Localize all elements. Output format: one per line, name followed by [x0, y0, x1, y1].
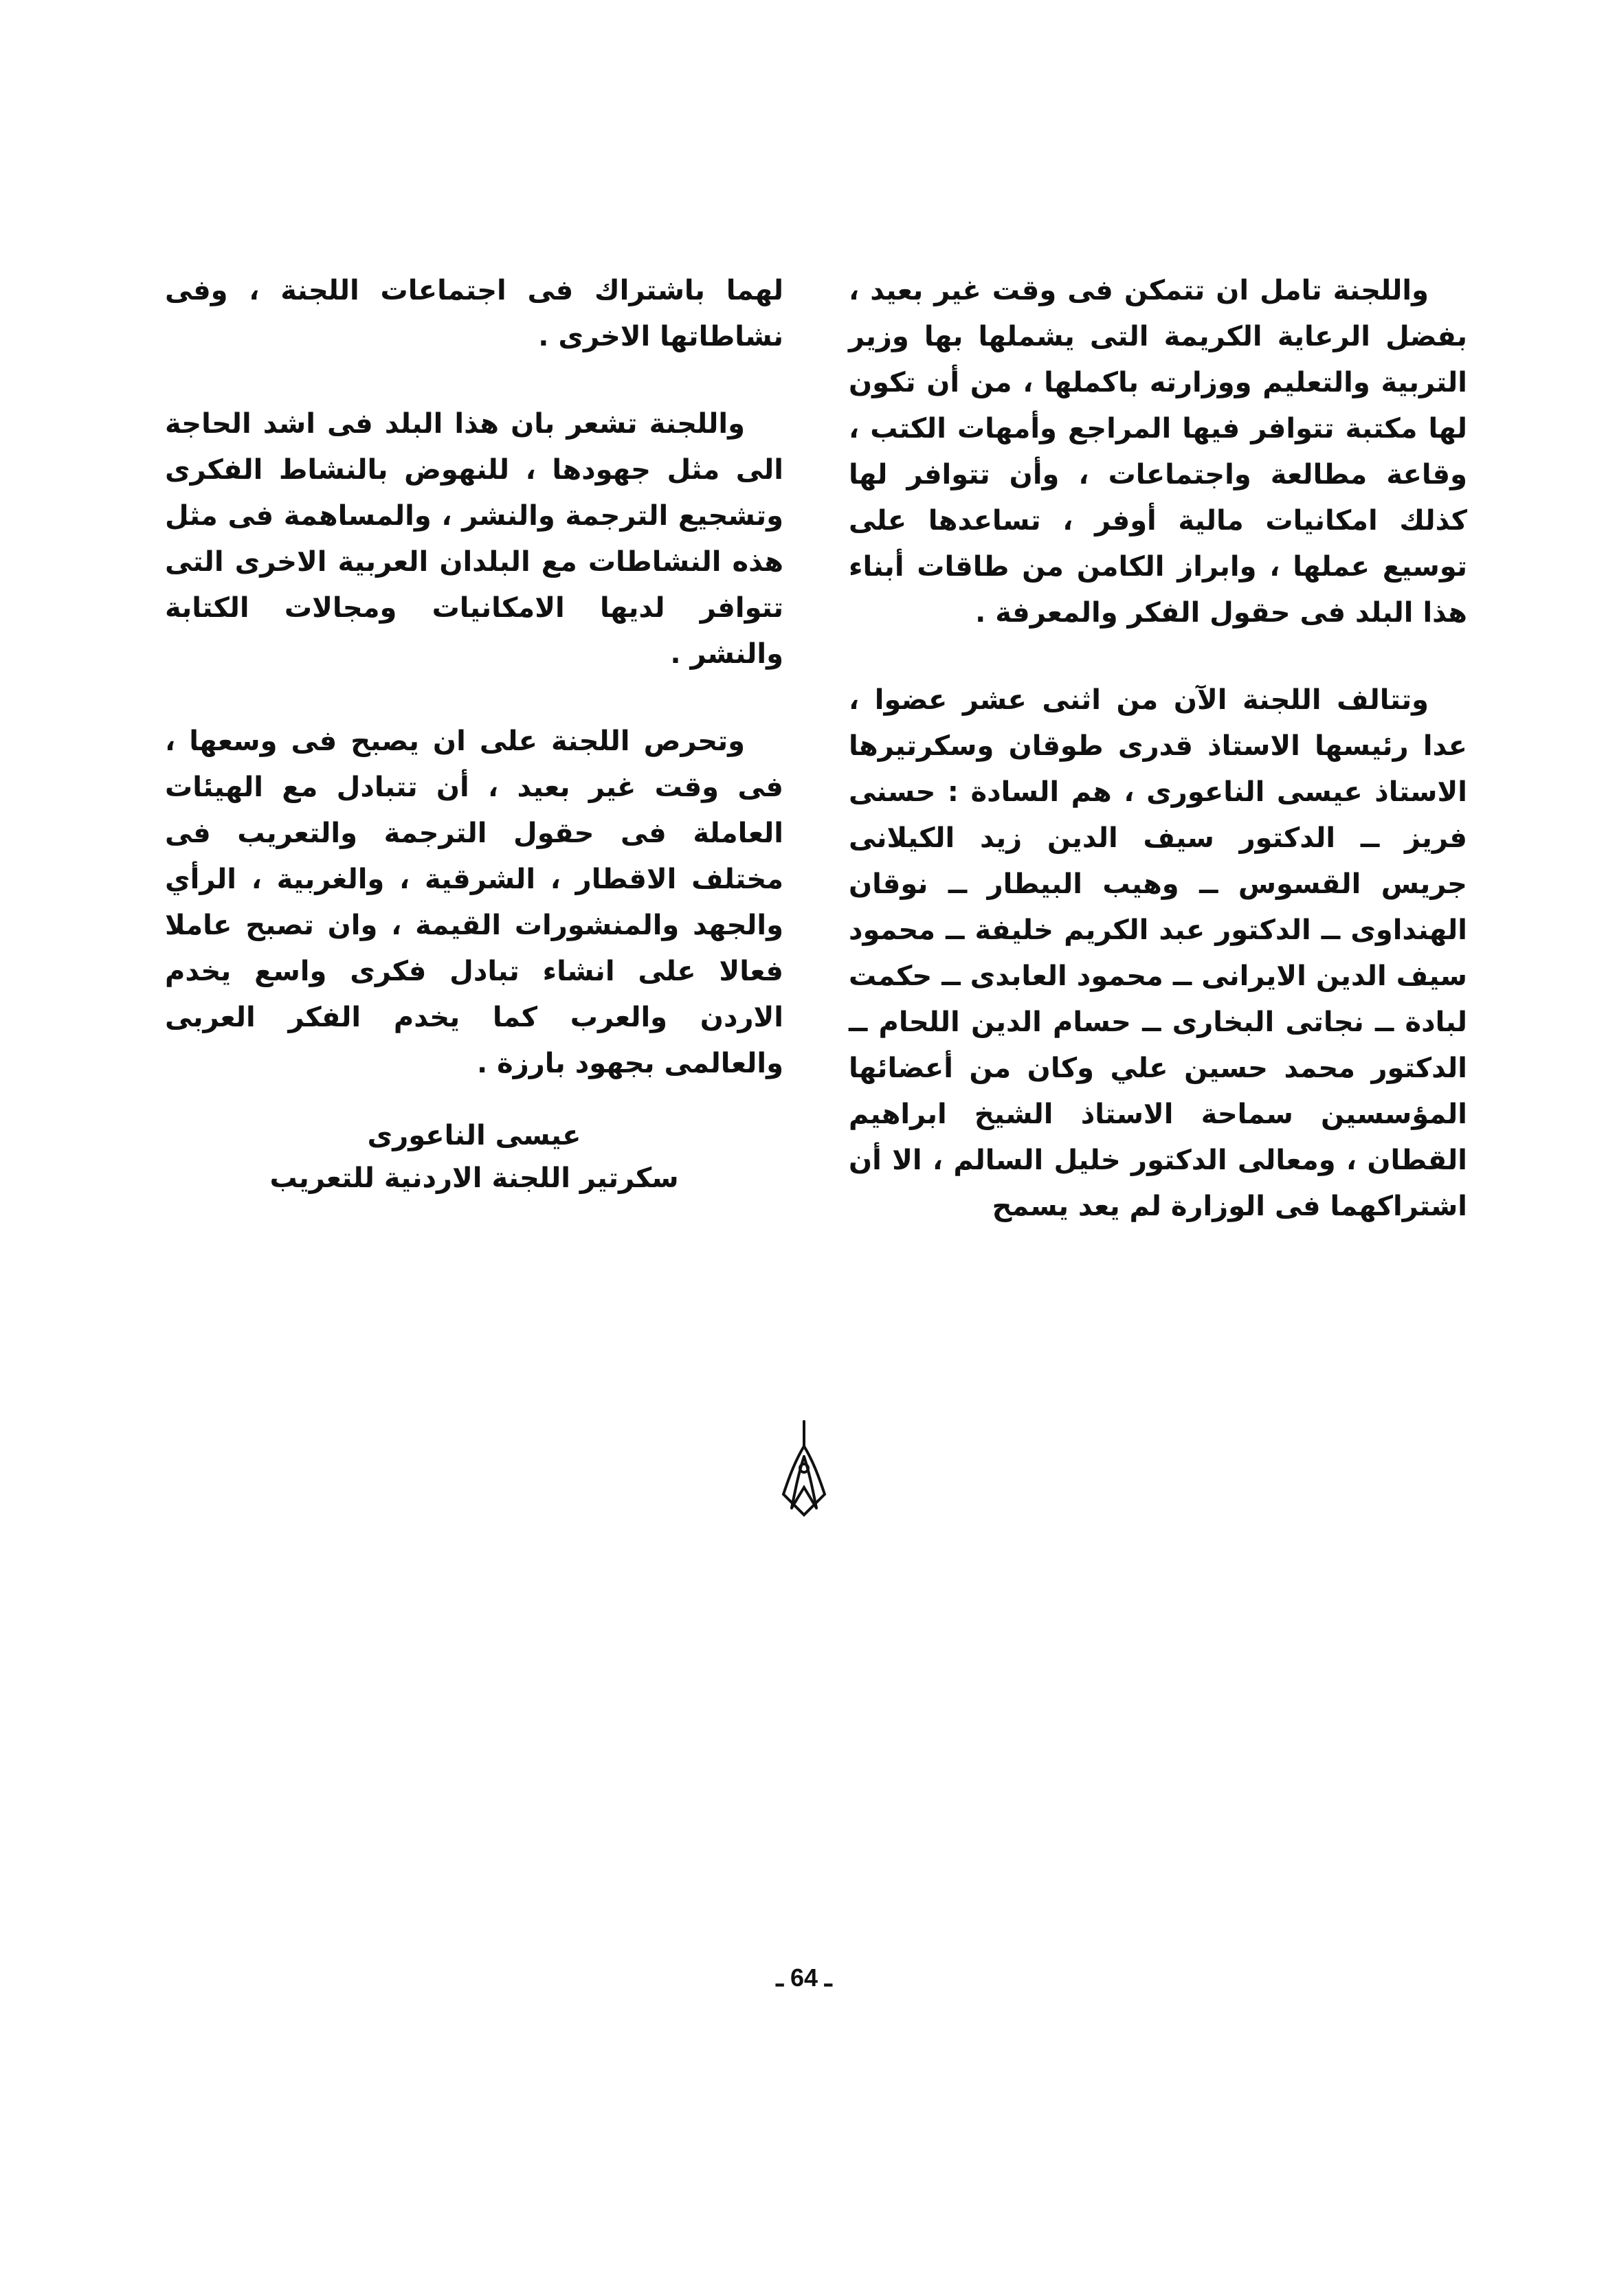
paragraph-library-hopes: واللجنة تامل ان تتمكن فى وقت غير بعيد ، بفضل الرعاية الكريمة التى يشملها بها وزير التربية والتعليم ووزارته باكملها ، من أن تكون لها مكتبة تتوافر فيها المراجع وأمهات الكتب ، وقاعة مطالعة واجتماعات ، وأن تتوافر لها كذلك امكانيات مالية أوفر ، تساعدها على توسيع عملها ، وابراز الكامن من طاقات أبناء هذا البلد فى حقول الفكر والمعرفة .: [849, 275, 1467, 629]
paragraph-committee-members: وتتالف اللجنة الآن من اثنى عشر عضوا ، عدا رئيسها الاستاذ قدرى طوقان وسكرتيرها الاستاذ عيسى الناعورى ، هم السادة : حسنى فريز ــ الدكتور سيف الدين زيد الكيلانى جريس القسوس ــ وهيب البيطار ــ نوقان الهنداوى ــ الدكتور عبد الكريم خليفة ــ محمود سيف الدين الايرانى ــ محمود العابدى ــ حكمت لبادة ــ نجاتى البخارى ــ حسام الدين اللحام ــ الدكتور محمد حسين علي وكان من أعضائها المؤسسين سماحة الاستاذ الشيخ ابراهيم القطان ، ومعالى الدكتور خليل السالم ، الا أن اشتراكهما فى الوزارة لم يعد يسمح: [849, 684, 1467, 1222]
paragraph-continuation: لهما باشتراك فى اجتماعات اللجنة ، وفى نشاطاتها الاخرى .: [165, 275, 783, 352]
signature-title: سكرتير اللجنة الاردنية للتعريب: [269, 1162, 679, 1194]
left-text-column: [165, 268, 783, 1200]
ornament-icon: [777, 1419, 832, 1522]
paragraph-country-needs: واللجنة تشعر بان هذا البلد فى اشد الحاجة الى مثل جهودها ، للنهوض بالنشاط الفكرى وتشجيع الترجمة والنشر ، والمساهمة فى مثل هذه النشاطات مع البلدان العربية الاخرى التى تتوافر لديها الامكانيات ومجالات الكتابة والنشر .: [165, 408, 783, 670]
signature-name: عيسى الناعورى: [367, 1120, 581, 1151]
paragraph-exchange-goals: وتحرص اللجنة على ان يصبح فى وسعها ، فى وقت غير بعيد ، أن تتبادل مع الهيئات العاملة فى حقول الترجمة والتعريب فى مختلف الاقطار ، الشرقية ، والغربية ، الرأي والجهد والمنشورات القيمة ، وان تصبح عاملا فعالا على انشاء تبادل فكرى واسع يخدم الاردن والعرب كما يخدم الفكر العربى والعالمى بجهود بارزة .: [165, 725, 783, 1079]
page-number: ـ 64 ـ: [776, 1963, 832, 1992]
right-text-column: [849, 268, 1467, 1271]
